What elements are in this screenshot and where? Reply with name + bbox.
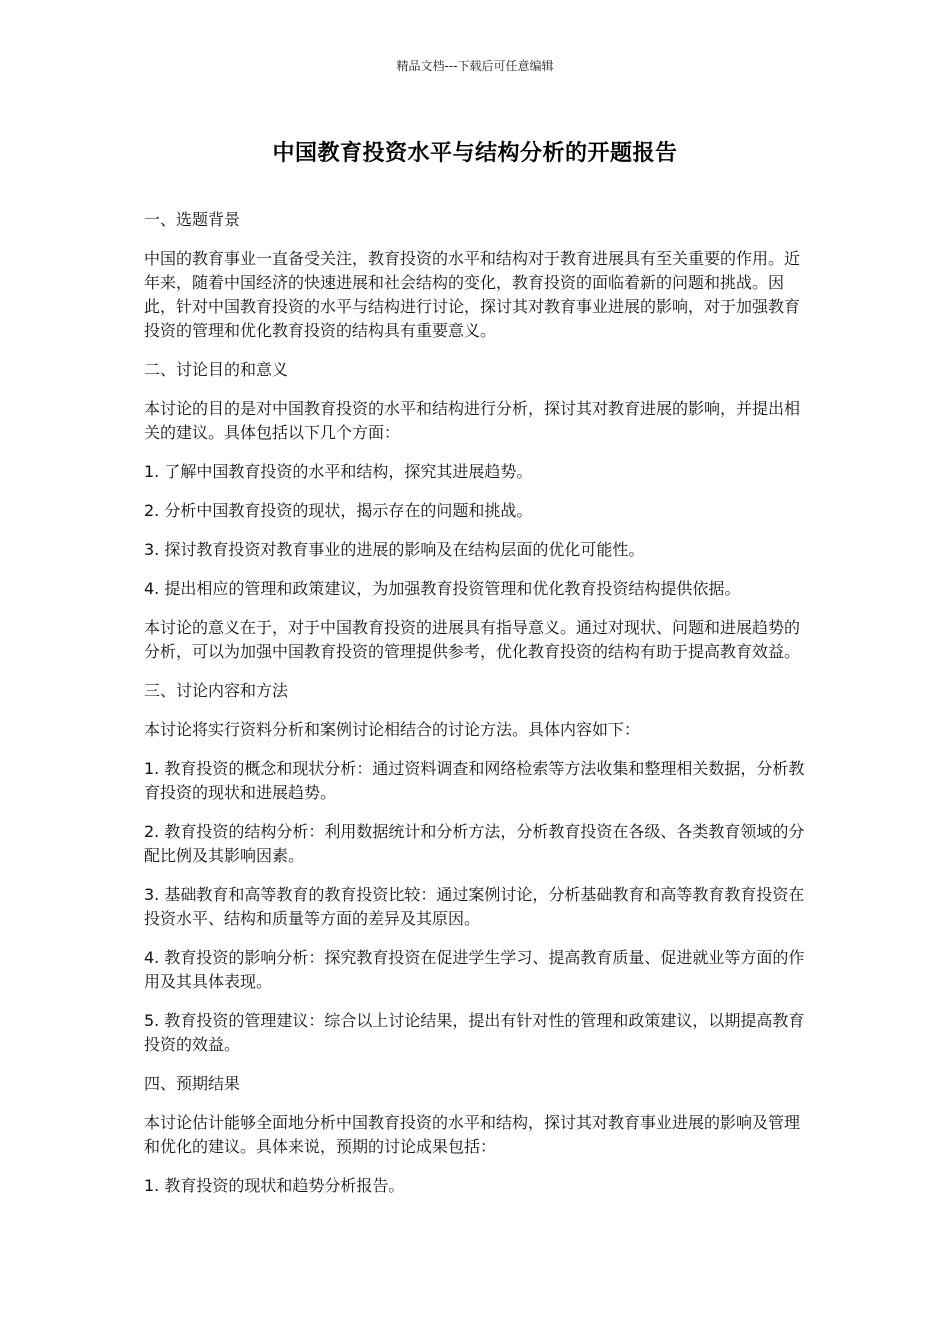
section-heading-purpose: 二、讨论目的和意义 <box>144 360 289 379</box>
paragraph-purpose-intro: 本讨论的目的是对中国教育投资的水平和结构进行分析，探讨其对教育进展的影响，并提出相关的建议。具体包括以下几个方面： <box>144 399 801 442</box>
list-item: 1. 教育投资的概念和现状分析：通过资料调查和网络检索等方法收集和整理相关数据，分析教育投资的现状和进展趋势。 <box>144 759 805 802</box>
section-heading-content: 三、讨论内容和方法 <box>144 681 289 700</box>
section-heading-background: 一、选题背景 <box>144 210 241 229</box>
list-item: 5. 教育投资的管理建议：综合以上讨论结果，提出有针对性的管理和政策建议，以期提高教育投资的效益。 <box>144 1011 805 1054</box>
paragraph-results-intro: 本讨论估计能够全面地分析中国教育投资的水平和结构，探讨其对教育事业进展的影响及管理和优化的建议。具体来说，预期的讨论成果包括： <box>144 1113 801 1156</box>
section-heading-results: 四、预期结果 <box>144 1074 241 1093</box>
list-item: 2. 教育投资的结构分析：利用数据统计和分析方法，分析教育投资在各级、各类教育领域的分配比例及其影响因素。 <box>144 822 805 865</box>
list-item: 3. 探讨教育投资对教育事业的进展的影响及在结构层面的优化可能性。 <box>144 540 645 559</box>
list-item: 4. 提出相应的管理和政策建议，为加强教育投资管理和优化教育投资结构提供依据。 <box>144 579 741 598</box>
paragraph-background: 中国的教育事业一直备受关注，教育投资的水平和结构对于教育进展具有至关重要的作用。近年来，随着中国经济的快速进展和社会结构的变化，教育投资的面临着新的问题和挑战。因此，针对中国教育投资的水平与结构进行讨论，探讨其对教育事业进展的影响，对于加强教育投资的管理和优化教育投资的结构具有重要意义。 <box>144 249 801 340</box>
list-item: 4. 教育投资的影响分析：探究教育投资在促进学生学习、提高教育质量、促进就业等方面的作用及其具体表现。 <box>144 948 805 991</box>
paragraph-content-intro: 本讨论将实行资料分析和案例讨论相结合的讨论方法。具体内容如下： <box>144 720 641 739</box>
document-body <box>144 208 810 1213</box>
document-title: 中国教育投资水平与结构分析的开题报告 <box>272 141 678 166</box>
list-item: 1. 教育投资的现状和趋势分析报告。 <box>144 1176 405 1195</box>
page-header: 精品文档---下载后可任意编辑 <box>396 59 554 73</box>
list-item: 1. 了解中国教育投资的水平和结构，探究其进展趋势。 <box>144 462 533 481</box>
list-item: 2. 分析中国教育投资的现状，揭示存在的问题和挑战。 <box>144 501 533 520</box>
paragraph-significance: 本讨论的意义在于，对于中国教育投资的进展具有指导意义。通过对现状、问题和进展趋势的分析，可以为加强中国教育投资的管理提供参考，优化教育投资的结构有助于提高教育效益。 <box>144 618 801 661</box>
list-item: 3. 基础教育和高等教育的教育投资比较：通过案例讨论，分析基础教育和高等教育教育投资在投资水平、结构和质量等方面的差异及其原因。 <box>144 885 805 928</box>
